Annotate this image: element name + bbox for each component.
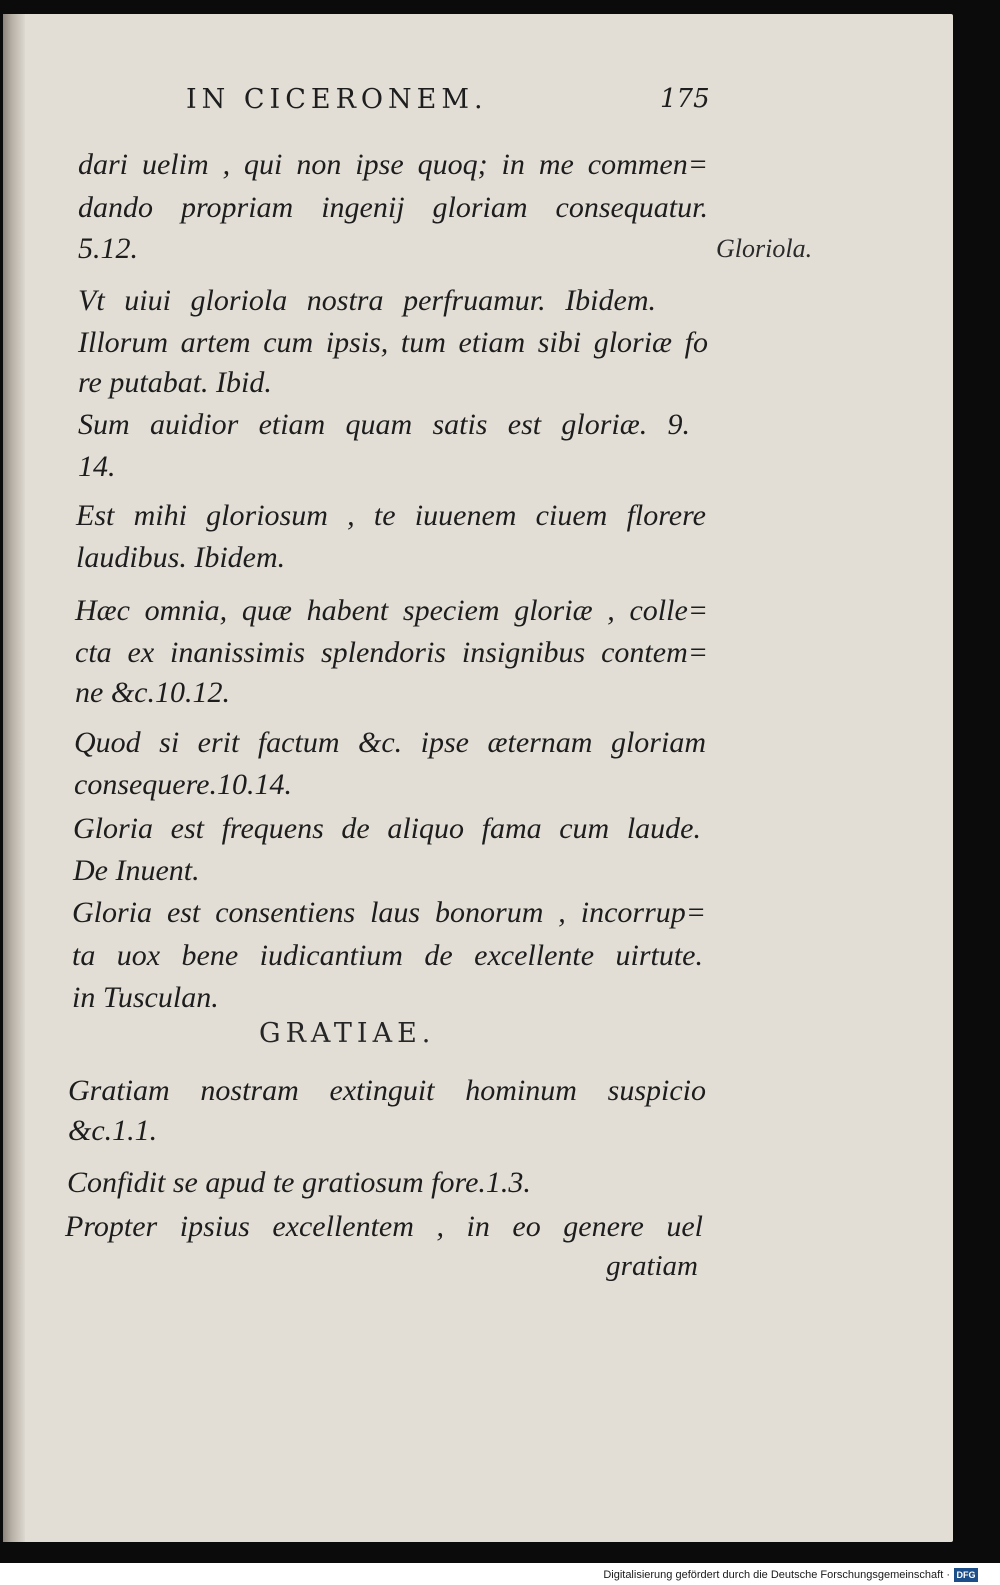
text-line: cta ex inanissimis splendoris insignibus contem= (75, 636, 708, 669)
text-line: Sum auidior etiam quam satis est gloriæ. 9. (78, 408, 690, 441)
footer-bar (0, 1563, 1000, 1585)
section-heading: GRATIAE. (259, 1018, 436, 1049)
text-line: Gloria est consentiens laus bonorum , incorrup= (72, 896, 706, 929)
text-line: re putabat. Ibid. (78, 366, 272, 399)
catchword: gratiam (606, 1250, 698, 1282)
text-line: consequere.10.14. (74, 768, 292, 801)
marginal-note: Gloriola. (716, 234, 813, 263)
text-line: Est mihi gloriosum , te iuuenem ciuem florere (76, 499, 706, 532)
running-head: IN CICERONEM. (186, 84, 488, 115)
text-line: De Inuent. (73, 854, 200, 887)
text-line: 14. (78, 450, 116, 483)
page-header (3, 84, 953, 128)
text-line: Illorum artem cum ipsis, tum etiam sibi gloriæ fo (78, 326, 708, 359)
text-line: ne &c.10.12. (75, 676, 230, 709)
text-line: Vt uiui gloriola nostra perfruamur. Ibidem. (78, 284, 656, 317)
page-number: 175 (660, 84, 710, 114)
text-line: dando propriam ingenij gloriam consequatur. (78, 191, 708, 224)
text-line: dari uelim , qui non ipse quoq; in me commen= (78, 148, 708, 181)
text-line: laudibus. Ibidem. (76, 541, 286, 574)
text-line: Gratiam nostram extinguit hominum suspicio (68, 1074, 706, 1107)
text-line: Quod si erit factum &c. ipse æternam gloriam (74, 726, 706, 759)
text-line: &c.1.1. (68, 1114, 158, 1147)
book-page (3, 14, 953, 1542)
text-line: in Tusculan. (72, 981, 219, 1014)
text-line: Gloria est frequens de aliquo fama cum laude. (73, 812, 701, 845)
text-line: 5.12. (78, 232, 138, 265)
text-line: Propter ipsius excellentem , in eo genere uel (65, 1210, 703, 1243)
text-line: ta uox bene iudicantium de excellente uirtute. (72, 939, 703, 972)
funding-credit: Digitalisierung gefördert durch die Deutsche Forschungsgemeinschaft · (603, 1569, 950, 1581)
dfg-logo: DFG (954, 1568, 978, 1582)
page-gutter-edge (3, 14, 25, 1542)
text-line: Hæc omnia, quæ habent speciem gloriæ , colle= (75, 594, 708, 627)
text-line: Confidit se apud te gratiosum fore.1.3. (67, 1166, 531, 1199)
